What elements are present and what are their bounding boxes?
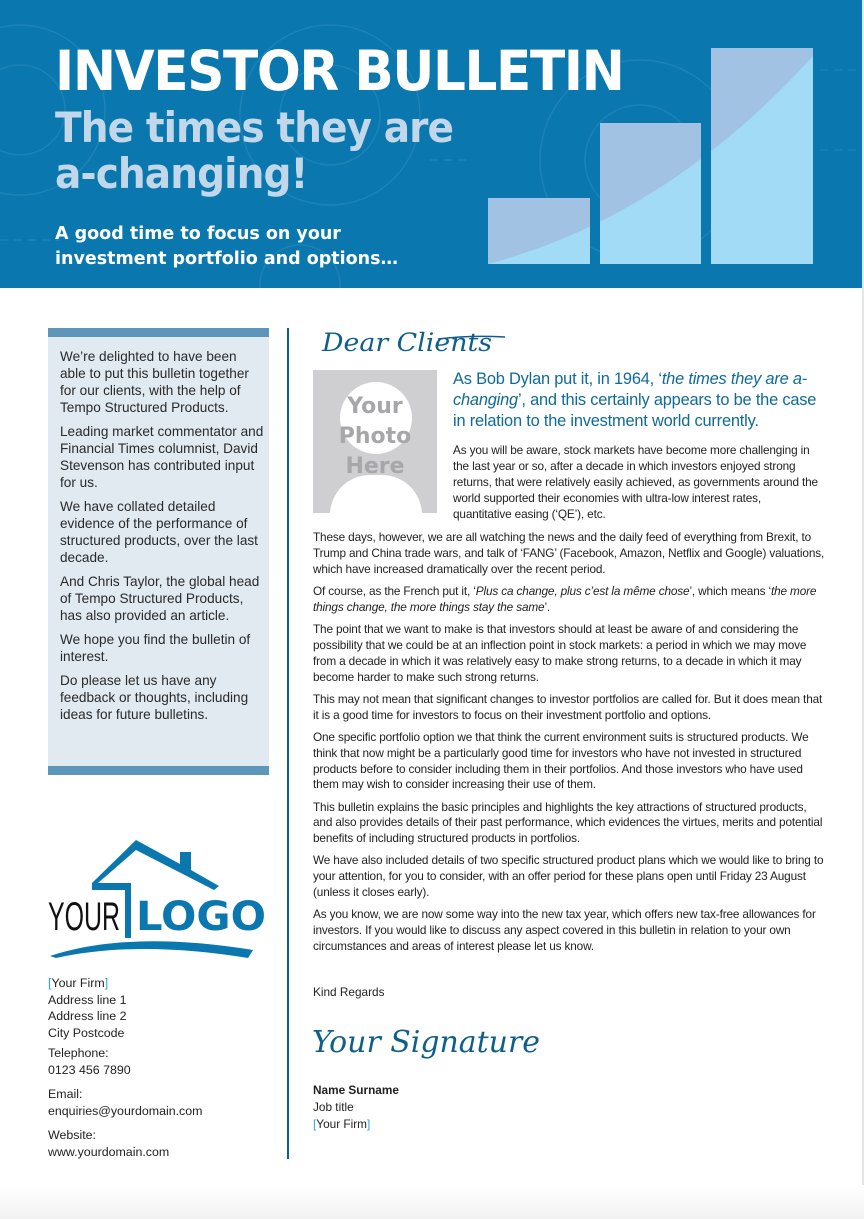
greeting-script (320, 325, 510, 361)
closing-text: Kind Regards (313, 985, 385, 999)
firm-name: Your Firm (51, 976, 105, 990)
header-banner (0, 0, 862, 288)
p3-text-c: ’. (544, 599, 551, 614)
signature-script (310, 1012, 550, 1074)
tagline-line-2: investment portfolio and options… (55, 249, 399, 269)
photo-label-line-3: Here (345, 454, 405, 479)
tagline-line-1: A good time to focus on your (55, 224, 341, 244)
photo-placeholder-label (313, 392, 437, 482)
telephone-label: Telephone: (48, 1046, 109, 1060)
sidebar-paragraph: And Chris Taylor, the global head of Tempo Structured Products, has also provided an article. (60, 574, 260, 623)
letter-paragraph-3 (313, 584, 825, 616)
p3-text-b: ’, which means ‘ (689, 583, 771, 598)
bracket-close: ] (366, 1117, 371, 1131)
contact-details (48, 975, 202, 1164)
bracket-close: ] (104, 976, 109, 990)
intro-quote: the times they are a-changing (453, 370, 808, 409)
sidebar-bottom-bar (48, 766, 269, 775)
sidebar-paragraph: Do please let us have any feedback or thoughts, including ideas for future bulletins. (60, 673, 249, 722)
signatory-details (313, 1082, 399, 1133)
sidebar-paragraph: Leading market commentator and Financial Times columnist, David Stevenson has contributed input for us. (60, 424, 264, 490)
logo-word-your: YOUR (48, 895, 120, 939)
letter-paragraph-1: As you will be aware, stock markets have become more challenging in the last year or so, after a decade in which investors enjoyed strong returns, that were relatively easily achieved, as governments around the world supported their economies with ultra-low interest rates, quantitative easing (‘QE’), etc. (453, 443, 818, 521)
subtitle-line-1: The times they are (55, 103, 454, 152)
p3-text-a: Of course, as the French put it, ‘ (313, 583, 476, 598)
signatory-firm (313, 1116, 399, 1133)
address-line-1: Address line 1 (48, 992, 127, 1007)
signatory-name: Name Surname (313, 1083, 399, 1097)
telephone-number[interactable]: 0123 456 7890 (48, 1062, 131, 1077)
signature-text: Your Signature (312, 1025, 540, 1060)
subtitle-line-2: a-changing! (55, 149, 308, 198)
column-divider (287, 328, 289, 1159)
letter-paragraph-8: We have also included details of two specific structured product plans which we would like to bring to your attention, for you to consider, with an offer period for these plans open until Friday 23 August (unless it closes early). (313, 853, 824, 900)
photo-placeholder (313, 370, 437, 513)
website-link[interactable]: www.yourdomain.com (48, 1144, 170, 1159)
greeting-text: Dear Clients (320, 328, 492, 357)
contact-email (48, 1086, 202, 1119)
sidebar-paragraph: We’re delighted to have been able to put this bulletin together for our clients, with the help of Tempo Structured Products. (60, 349, 249, 415)
letter-body (313, 530, 825, 961)
contact-address (48, 975, 202, 1041)
bracket-open: [ (313, 1117, 317, 1131)
website-label: Website: (48, 1128, 96, 1142)
letter-paragraph-7: This bulletin explains the basic principles and highlights the key attractions of structured products, and also provides details of their past performance, which evidences the virtues, merits and potential benefits of including structured products in portfolios. (313, 799, 823, 846)
sidebar-top-bar (48, 328, 269, 337)
letter-paragraph-5: This may not mean that significant changes to investor portfolios are called for. But it does mean that it is a good time for investors to focus on their investment portfolio and options. (313, 691, 823, 722)
signatory-firm-name: Your Firm (316, 1117, 367, 1131)
sidebar-text (60, 348, 265, 730)
address-line-2: Address line 2 (48, 1009, 127, 1023)
rising-bar-chart-icon (488, 46, 818, 266)
contact-website (48, 1127, 202, 1160)
photo-label-line-1: Your (347, 394, 403, 419)
email-link[interactable]: enquiries@yourdomain.com (48, 1103, 203, 1118)
bulletin-tagline (55, 222, 398, 272)
intro-text-b: ’, and this certainly appears to be the case in relation to the investment world currently. (453, 391, 817, 430)
letter-paragraph-2: These days, however, we are all watching the news and the daily feed of everything from Brexit, to Trump and China trade wars, and talk of ‘FANG’ (Facebook, Amazon, Netflix and Google) valuations, which have increased dramatically over the recent period. (313, 530, 825, 576)
letter-paragraph-6: One specific portfolio option we that think the current environment suits is structured products. We think that now might be a particularly good time for investors who have not invested in structured products before to consider including them in their portfolios. And those investors who have used them may wish to consider increasing their use of them. (313, 729, 809, 792)
sidebar-paragraph: We have collated detailed evidence of the performance of structured products, over the last decade. (60, 499, 258, 565)
intro-paragraph (453, 369, 818, 432)
sidebar-intro-box (48, 328, 269, 775)
city-postcode: City Postcode (48, 1025, 125, 1040)
p3-quote-english: the more things change, the more things stay the same (313, 583, 817, 614)
photo-label-line-2: Photo (338, 424, 412, 449)
bottom-shade (0, 1185, 864, 1219)
bulletin-title: INVESTOR BULLETIN (55, 39, 624, 103)
letter-paragraph-4: The point that we want to make is that investors should at least be aware of and considering the possibility that we could be at an inflection point in stock markets: a period in which we may move from a decade in which it was relatively easy to make strong returns, to a decade in which it may become harder to make such strong returns. (313, 621, 807, 684)
p3-quote-french: Plus ca change, plus c’est la même chose (475, 583, 690, 598)
intro-text-a: As Bob Dylan put it, in 1964, ‘ (453, 370, 662, 388)
house-logo-icon (48, 838, 270, 958)
bulletin-subtitle (55, 105, 453, 197)
signatory-job-title: Job title (313, 1100, 354, 1114)
logo-word-logo: LOGO (136, 894, 266, 940)
letter-paragraph-9: As you know, we are now some way into the new tax year, which offers new tax-free allowances for investors. If you would like to discuss any aspect covered in this bulletin in relation to your own circumstances and areas of interest please let us know. (313, 907, 816, 954)
sidebar-paragraph: We hope you find the bulletin of interest. (60, 632, 251, 664)
bracket-open: [ (48, 976, 52, 990)
email-label: Email: (48, 1087, 83, 1101)
contact-telephone (48, 1045, 202, 1078)
